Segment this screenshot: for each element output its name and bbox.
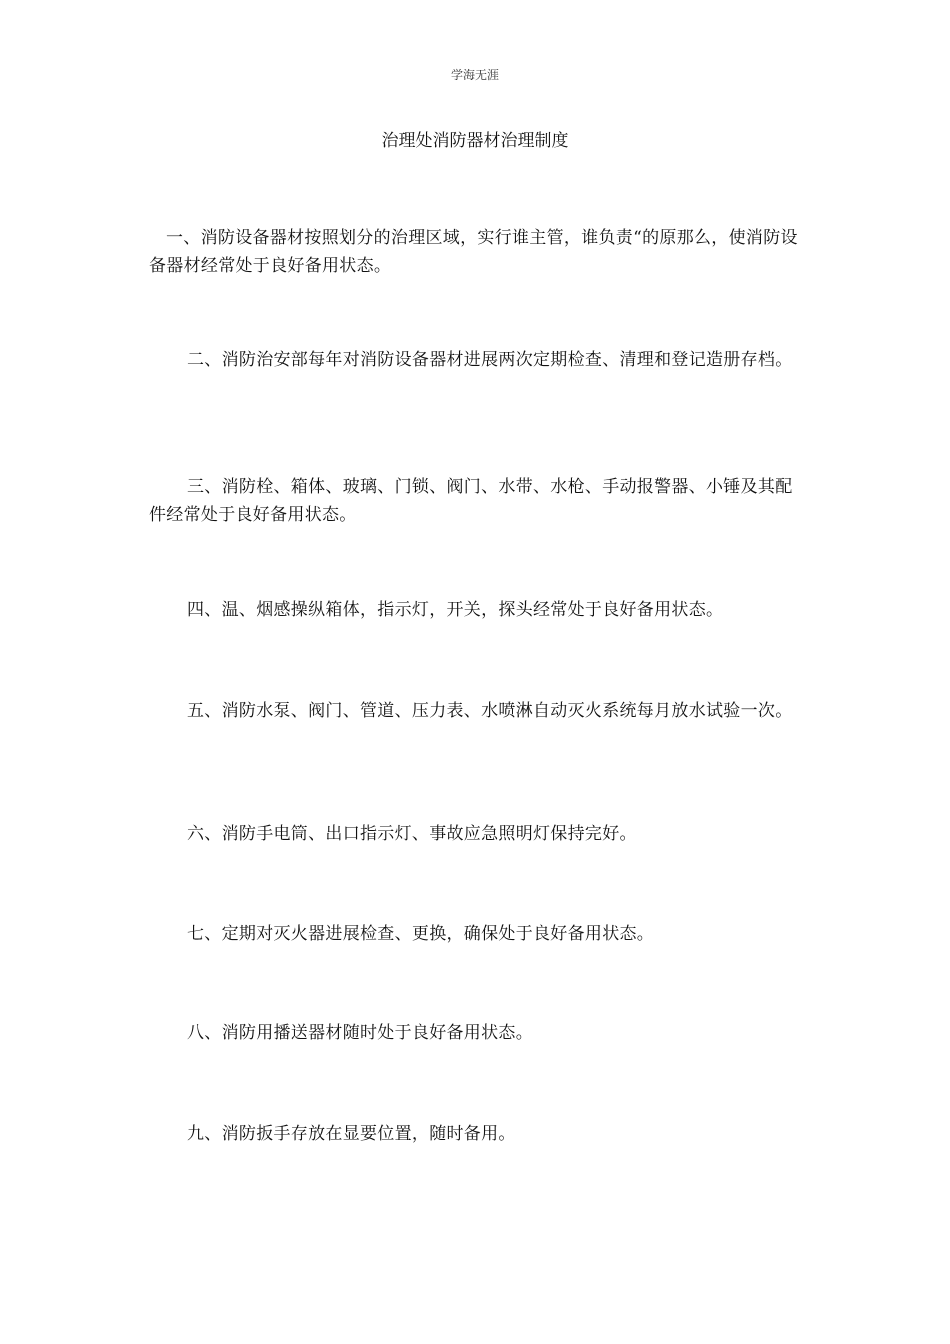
paragraph-5: 五、消防水泵、阀门、管道、压力表、水喷淋自动灭火系统每月放水试验一次。: [187, 701, 793, 721]
document-title: 治理处消防器材治理制度: [381, 131, 569, 151]
paragraph-2: 二、消防治安部每年对消防设备器材进展两次定期检查、清理和登记造册存档。: [187, 350, 793, 370]
paragraph-7: 七、定期对灭火器进展检查、更换，确保处于良好备用状态。: [187, 924, 655, 944]
paragraph-3: 三、消防栓、箱体、玻璃、门锁、阀门、水带、水枪、手动报警器、小锤及其配件经常处于良好备用状态。: [149, 477, 793, 525]
paragraph-8: 八、消防用播送器材随时处于良好备用状态。: [187, 1023, 533, 1043]
page-header: 学海无涯: [450, 68, 499, 82]
paragraph-6: 六、消防手电筒、出口指示灯、事故应急照明灯保持完好。: [187, 824, 637, 844]
paragraph-9: 九、消防扳手存放在显要位置，随时备用。: [187, 1124, 516, 1144]
paragraph-4: 四、温、烟感操纵箱体，指示灯，开关，探头经常处于良好备用状态。: [187, 600, 724, 620]
paragraph-1: 一、消防设备器材按照划分的治理区域，实行谁主管，谁负责“的原那么，使消防设备器材经常处于良好备用状态。: [149, 228, 798, 276]
